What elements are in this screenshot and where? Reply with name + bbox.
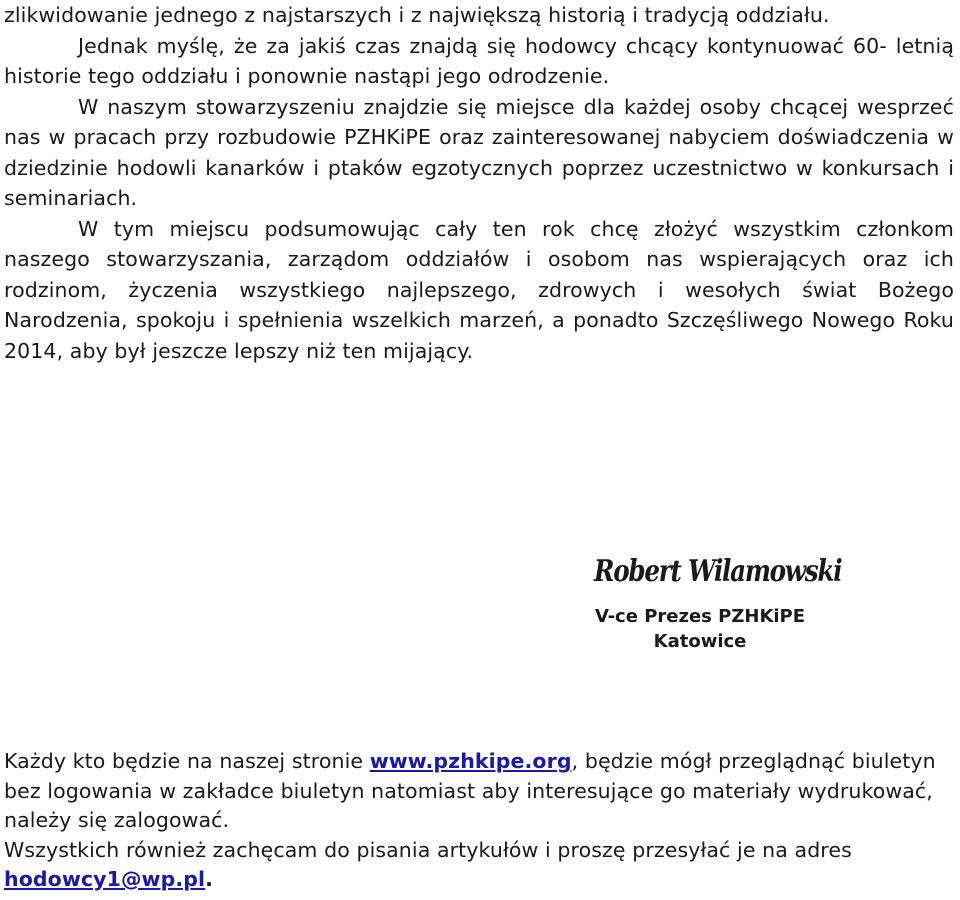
signature-block: [590, 548, 842, 654]
footer-email-note: [4, 836, 954, 895]
footer-notes: [4, 747, 954, 895]
signature-city: Katowice: [653, 631, 747, 652]
paragraph-revival: Jednak myślę, że za jakiś czas znajdą się hodowcy chcący kontynuować 60- letnią historie tego oddziału i ponownie nastąpi jego odrodzenie.: [4, 33, 954, 88]
handwritten-signature: Robert Wilamowski: [594, 554, 842, 589]
paragraph-association: W naszym stowarzyszeniu znajdzie się miejsce dla każdej osoby chcącej wesprzeć nas w pracach przy rozbudowie PZHKiPE oraz zainteresowanej nabyciem doświadczenia w dziedzinie hodowli kanarków i ptaków egzotycznych poprzez uczestnictwo w konkursach i seminariach.: [4, 94, 954, 210]
footer-email-text-after: .: [205, 867, 214, 891]
footer-website-note: [4, 747, 954, 836]
paragraph-wishes: W tym miejscu podsumowując cały ten rok chcę złożyć wszystkim członkom naszego stowarzyszania, zarządom oddziałów i osobom nas wspierających oraz ich rodzinom, życzenia wszystkiego najlepszego, zdrowych i wesołych świat Bożego Narodzenia, spokoju i spełnienia wszelkich marzeń, a ponadto Szczęśliwego Nowego Roku 2014, aby był jeszcze lepszy niż ten mijający.: [4, 216, 954, 363]
letter-body: [4, 0, 954, 366]
email-link[interactable]: hodowcy1@wp.pl: [4, 867, 206, 891]
signature-title: V-ce Prezes PZHKiPE: [594, 606, 806, 627]
footer-email-text-before: Wszystkich również zachęcam do pisania artykułów i proszę przesyłać je na adres: [4, 837, 852, 862]
website-link[interactable]: www.pzhkipe.org: [369, 749, 572, 773]
footer-website-text-before: Każdy kto będzie na naszej stronie: [4, 749, 370, 773]
footer-website-text-after: , będzie mógł przeglądnąć biuletyn bez logowania w zakładce biuletyn natomiast aby interesujące go materiały wydrukować, należy się zalogować.: [4, 749, 936, 832]
paragraph-closure: zlikwidowanie jednego z najstarszych i z największą historią i tradycją oddziału.: [4, 3, 830, 27]
